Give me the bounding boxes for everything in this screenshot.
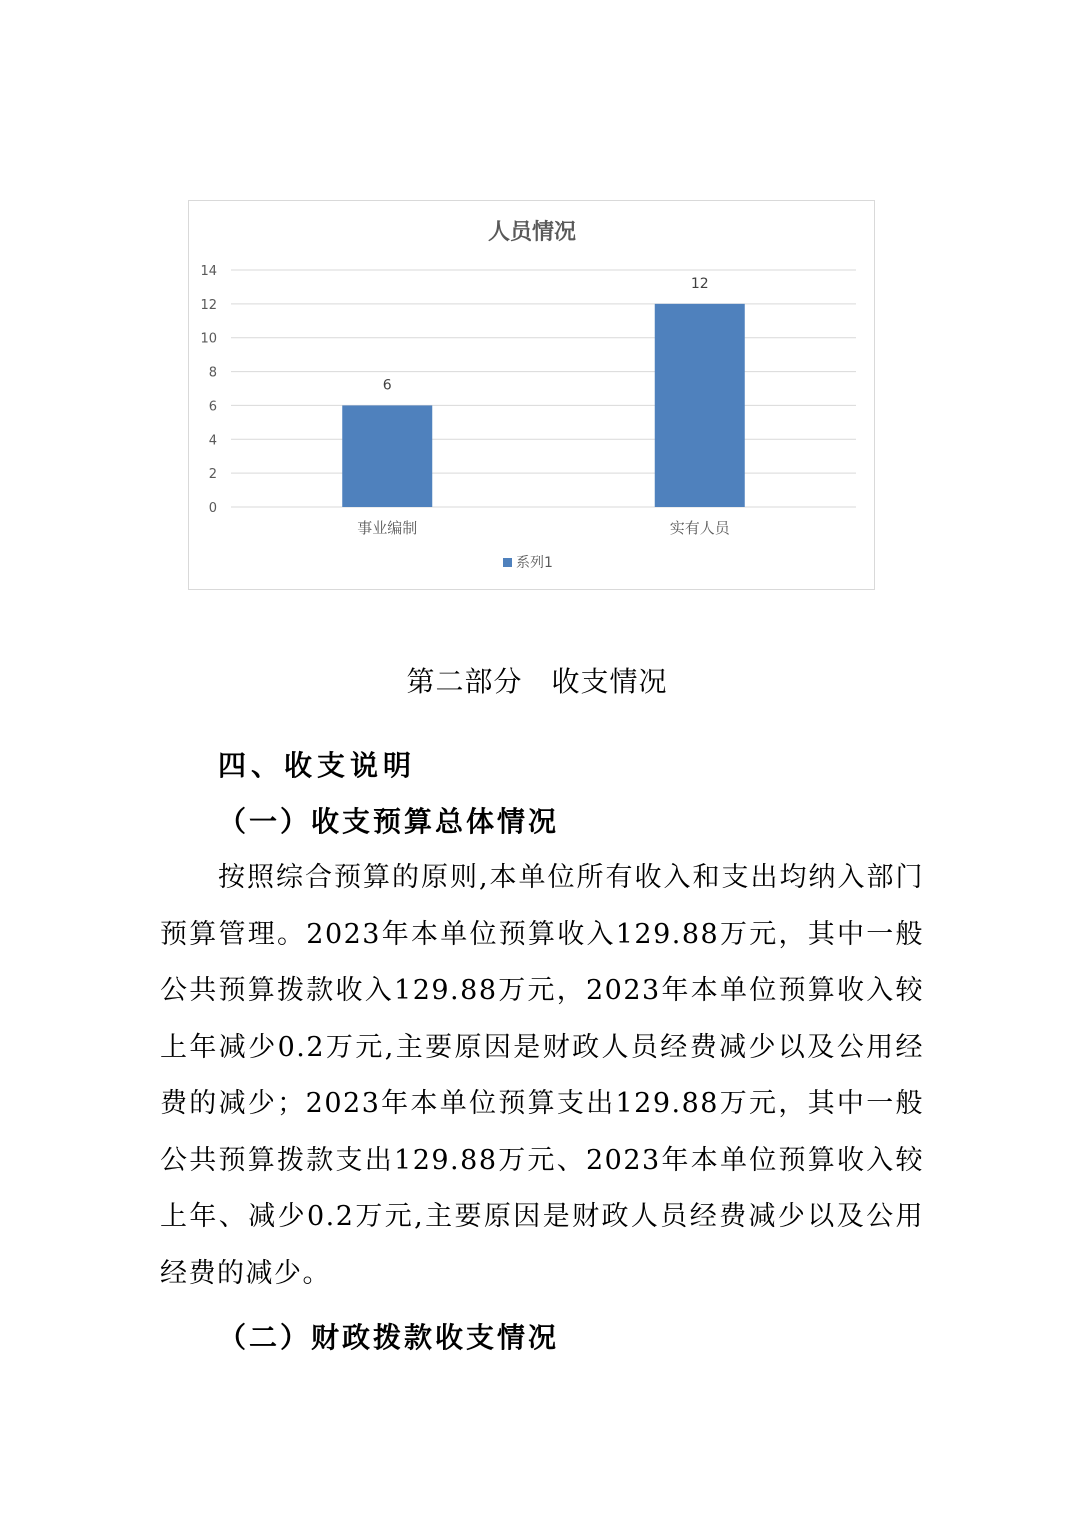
legend-swatch	[503, 558, 512, 567]
chart-title: 人员情况	[487, 220, 577, 245]
chart-legend	[503, 555, 553, 571]
personnel-chart	[188, 200, 875, 590]
y-tick-label: 10	[200, 331, 217, 347]
y-tick-label: 4	[208, 433, 217, 449]
y-tick-label: 14	[200, 264, 217, 279]
y-tick-label: 2	[208, 467, 217, 483]
legend-label: 系列1	[516, 555, 553, 571]
data-label: 6	[382, 377, 392, 394]
y-tick-label: 8	[208, 365, 217, 381]
x-axis-labels	[357, 519, 731, 537]
bar	[655, 304, 745, 507]
y-tick-label: 12	[200, 297, 217, 313]
data-label: 12	[690, 275, 709, 292]
chart-grid	[231, 270, 856, 507]
heading-income-expense-notes: 四、收支说明	[218, 749, 417, 782]
bar-series	[342, 276, 745, 507]
y-axis-ticks	[200, 264, 217, 516]
x-tick-label: 事业编制	[357, 519, 418, 537]
x-tick-label: 实有人员	[669, 519, 730, 537]
section-title: 第二部分 收支情况	[406, 665, 668, 698]
bar	[342, 405, 432, 507]
chart-svg	[189, 201, 876, 591]
heading-budget-overview: （一）收支预算总体情况	[218, 805, 560, 838]
y-tick-label: 6	[208, 399, 217, 415]
y-tick-label: 0	[208, 501, 217, 516]
heading-fiscal-appropriation: （二）财政拨款收支情况	[218, 1321, 560, 1354]
budget-paragraph: 按照综合预算的原则,本单位所有收入和支出均纳入部门预算管理。2023年本单位预算收入129.88万元，其中一般公共预算拨款收入129.88万元，2023年本单位预算收入较上年减少0.2万元,主要原因是财政人员经费减少以及公用经费的减少；2023年本单位预算支出129.88万元，其中一般公共预算拨款支出129.88万元、2023年本单位预算收入较上年、减少0.2万元,主要原因是财政人员经费减少以及公用经费的减少。	[160, 862, 924, 1289]
